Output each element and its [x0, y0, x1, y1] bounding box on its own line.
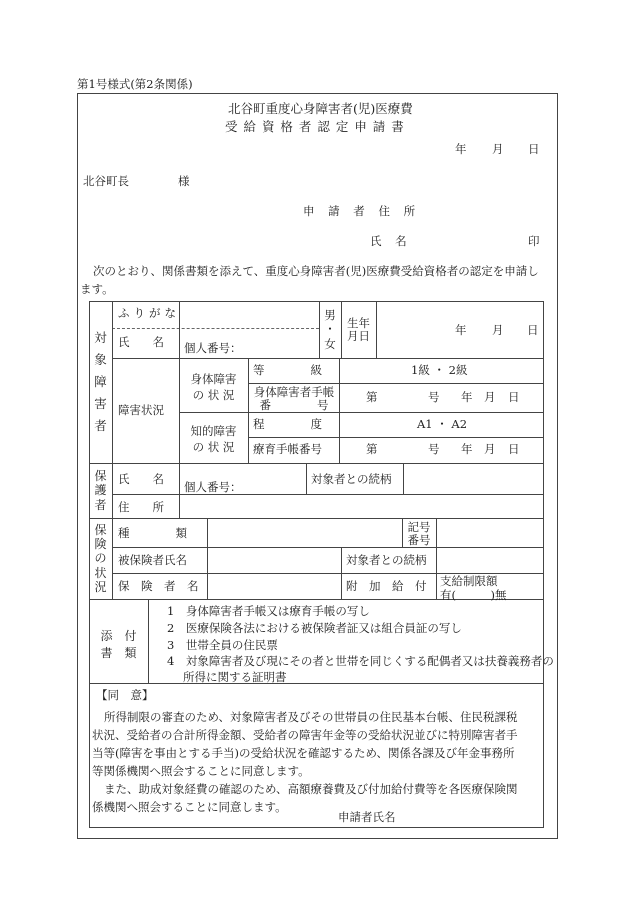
form-number: 第1号様式(第2条関係)	[77, 77, 193, 91]
divider	[148, 599, 149, 683]
divider	[179, 358, 180, 463]
gender-label: 男 ・ 女	[324, 307, 336, 351]
insurance-type-label: 種 類	[118, 526, 187, 540]
divider	[403, 463, 404, 494]
consent-para2-line2: 係機関へ照会することに同意します。	[92, 800, 287, 814]
insurer-name-label: 保 険 者 名	[118, 579, 199, 593]
consent-para1-line3: 当等(障害を事由とする手当)の受給状況を確認するため、関係各課及び年金事務所	[92, 746, 515, 760]
divider	[112, 547, 544, 548]
attachment-item-2: 2 医療保険各法における被保険者証又は組合員証の写し	[167, 621, 462, 635]
ryoiku-number-suffix: 号	[428, 442, 440, 456]
consent-heading: 【同 意】	[96, 688, 154, 702]
divider	[179, 494, 180, 518]
birth-date-label: 生年 月日	[347, 316, 370, 344]
physical-month-label: 月	[484, 390, 496, 404]
ryoiku-month-label: 月	[484, 442, 496, 456]
degree-label: 程 度	[253, 417, 322, 431]
additional-benefit-label: 附 加 給 付	[346, 579, 427, 593]
attachment-item-1: 1 身体障害者手帳又は療育手帳の写し	[167, 604, 370, 618]
ryoiku-day-label: 日	[508, 442, 520, 456]
attachment-item-4: 4 対象障害者及び現にその者と世帯を同じくする配偶者又は扶養義務者の	[167, 654, 554, 668]
disability-status-label: 障害状況	[118, 403, 164, 417]
guardian-address-label: 住 所	[118, 500, 164, 514]
insurance-section-label: 保 険 の 状 況	[94, 523, 107, 594]
guardian-kojin-bango-label: 個人番号：	[184, 480, 242, 494]
furigana-label: ふりがな	[118, 306, 180, 320]
grade-label: 等 級	[253, 363, 322, 377]
physical-status-label: 身体障害 の 状 況	[190, 372, 237, 403]
divider	[306, 463, 307, 494]
seal-mark: 印	[528, 234, 540, 248]
birth-month-label: 月	[492, 323, 504, 337]
attachment-item-4-cont: 所得に関する証明書	[183, 670, 287, 684]
physical-year-label: 年	[461, 390, 473, 404]
intro-line2: ます。	[80, 282, 114, 296]
birth-day-label: 日	[527, 323, 539, 337]
guardian-section-label: 保 護 者	[94, 468, 107, 512]
divider	[248, 358, 249, 463]
attachments-section-label: 添 付 書 類	[100, 629, 137, 661]
divider	[248, 383, 544, 384]
subject-name-label: 氏 名	[118, 335, 164, 349]
intellectual-status-label: 知的障害 の 状 況	[190, 424, 237, 455]
grade-options: 1級 ・ 2級	[411, 363, 468, 377]
date-month-label: 月	[492, 142, 504, 156]
physical-number-suffix: 号	[428, 390, 440, 404]
guardian-name-label: 氏 名	[118, 472, 164, 486]
physical-number-prefix: 第	[366, 390, 378, 404]
applicant-address-label: 申 請 者 住 所	[303, 204, 421, 218]
signature-label: 申請者氏名	[338, 810, 396, 824]
consent-para1-line4: 等関係機関へ照会することに同意します。	[92, 764, 310, 778]
divider	[179, 463, 180, 494]
ryoiku-number-prefix: 第	[366, 442, 378, 456]
payment-limit-box: 支給制限額 有( )無	[440, 574, 507, 602]
divider	[89, 518, 544, 519]
consent-para1-line2: 状況、受給者の合計所得金額、受給者の障害年金等の受給状況並びに特別障害者手	[92, 728, 518, 742]
insured-name-label: 被保険者氏名	[118, 553, 187, 567]
divider	[89, 683, 544, 684]
symbol-number-label: 記号 番号	[407, 520, 431, 548]
divider	[112, 358, 544, 359]
divider	[112, 301, 113, 599]
subject-section-label: 対 象 障 害 者	[94, 330, 107, 433]
divider	[341, 547, 342, 599]
ryoiku-handbook-label: 療育手帳番号	[253, 442, 322, 456]
attachment-item-3: 3 世帯全員の住民票	[167, 638, 278, 652]
consent-para2-line1: また、助成対象経費の確認のため、高額療養費及び付加給付費等を各医療保険関	[104, 782, 518, 796]
divider	[339, 358, 340, 463]
physical-handbook-label: 身体障害者手帳 番 号	[253, 385, 335, 413]
degree-options: A1 ・ A2	[417, 417, 468, 431]
date-day-label: 日	[528, 142, 540, 156]
form-title-line1: 北谷町重度心身障害者(児)医療費	[228, 101, 413, 116]
guardian-relationship-label: 対象者との続柄	[311, 472, 392, 486]
divider	[248, 437, 544, 438]
divider	[112, 494, 544, 495]
intro-line1: 次のとおり、関係書類を添えて、重度心身障害者(児)医療費受給資格者の認定を申請し	[93, 264, 539, 278]
divider	[207, 518, 208, 599]
divider	[436, 518, 437, 547]
subject-kojin-bango-label: 個人番号：	[184, 341, 242, 355]
consent-para1-line1: 所得制限の審査のため、対象障害者及びその世帯員の住民基本台帳、住民税課税	[104, 710, 518, 724]
form-title-line2: 受 給 資 格 者 認 定 申 請 書	[225, 119, 405, 134]
birth-year-label: 年	[455, 323, 467, 337]
addressee: 北谷町長	[83, 174, 129, 188]
addressee-honorific: 様	[178, 174, 190, 188]
insurance-relationship-label: 対象者との続柄	[346, 553, 427, 567]
furigana-divider	[112, 328, 319, 329]
ryoiku-year-label: 年	[461, 442, 473, 456]
divider	[89, 463, 544, 464]
divider	[436, 547, 437, 599]
divider	[376, 301, 377, 358]
date-year-label: 年	[455, 142, 467, 156]
physical-day-label: 日	[508, 390, 520, 404]
divider	[179, 412, 544, 413]
applicant-name-label: 氏 名	[370, 234, 412, 248]
